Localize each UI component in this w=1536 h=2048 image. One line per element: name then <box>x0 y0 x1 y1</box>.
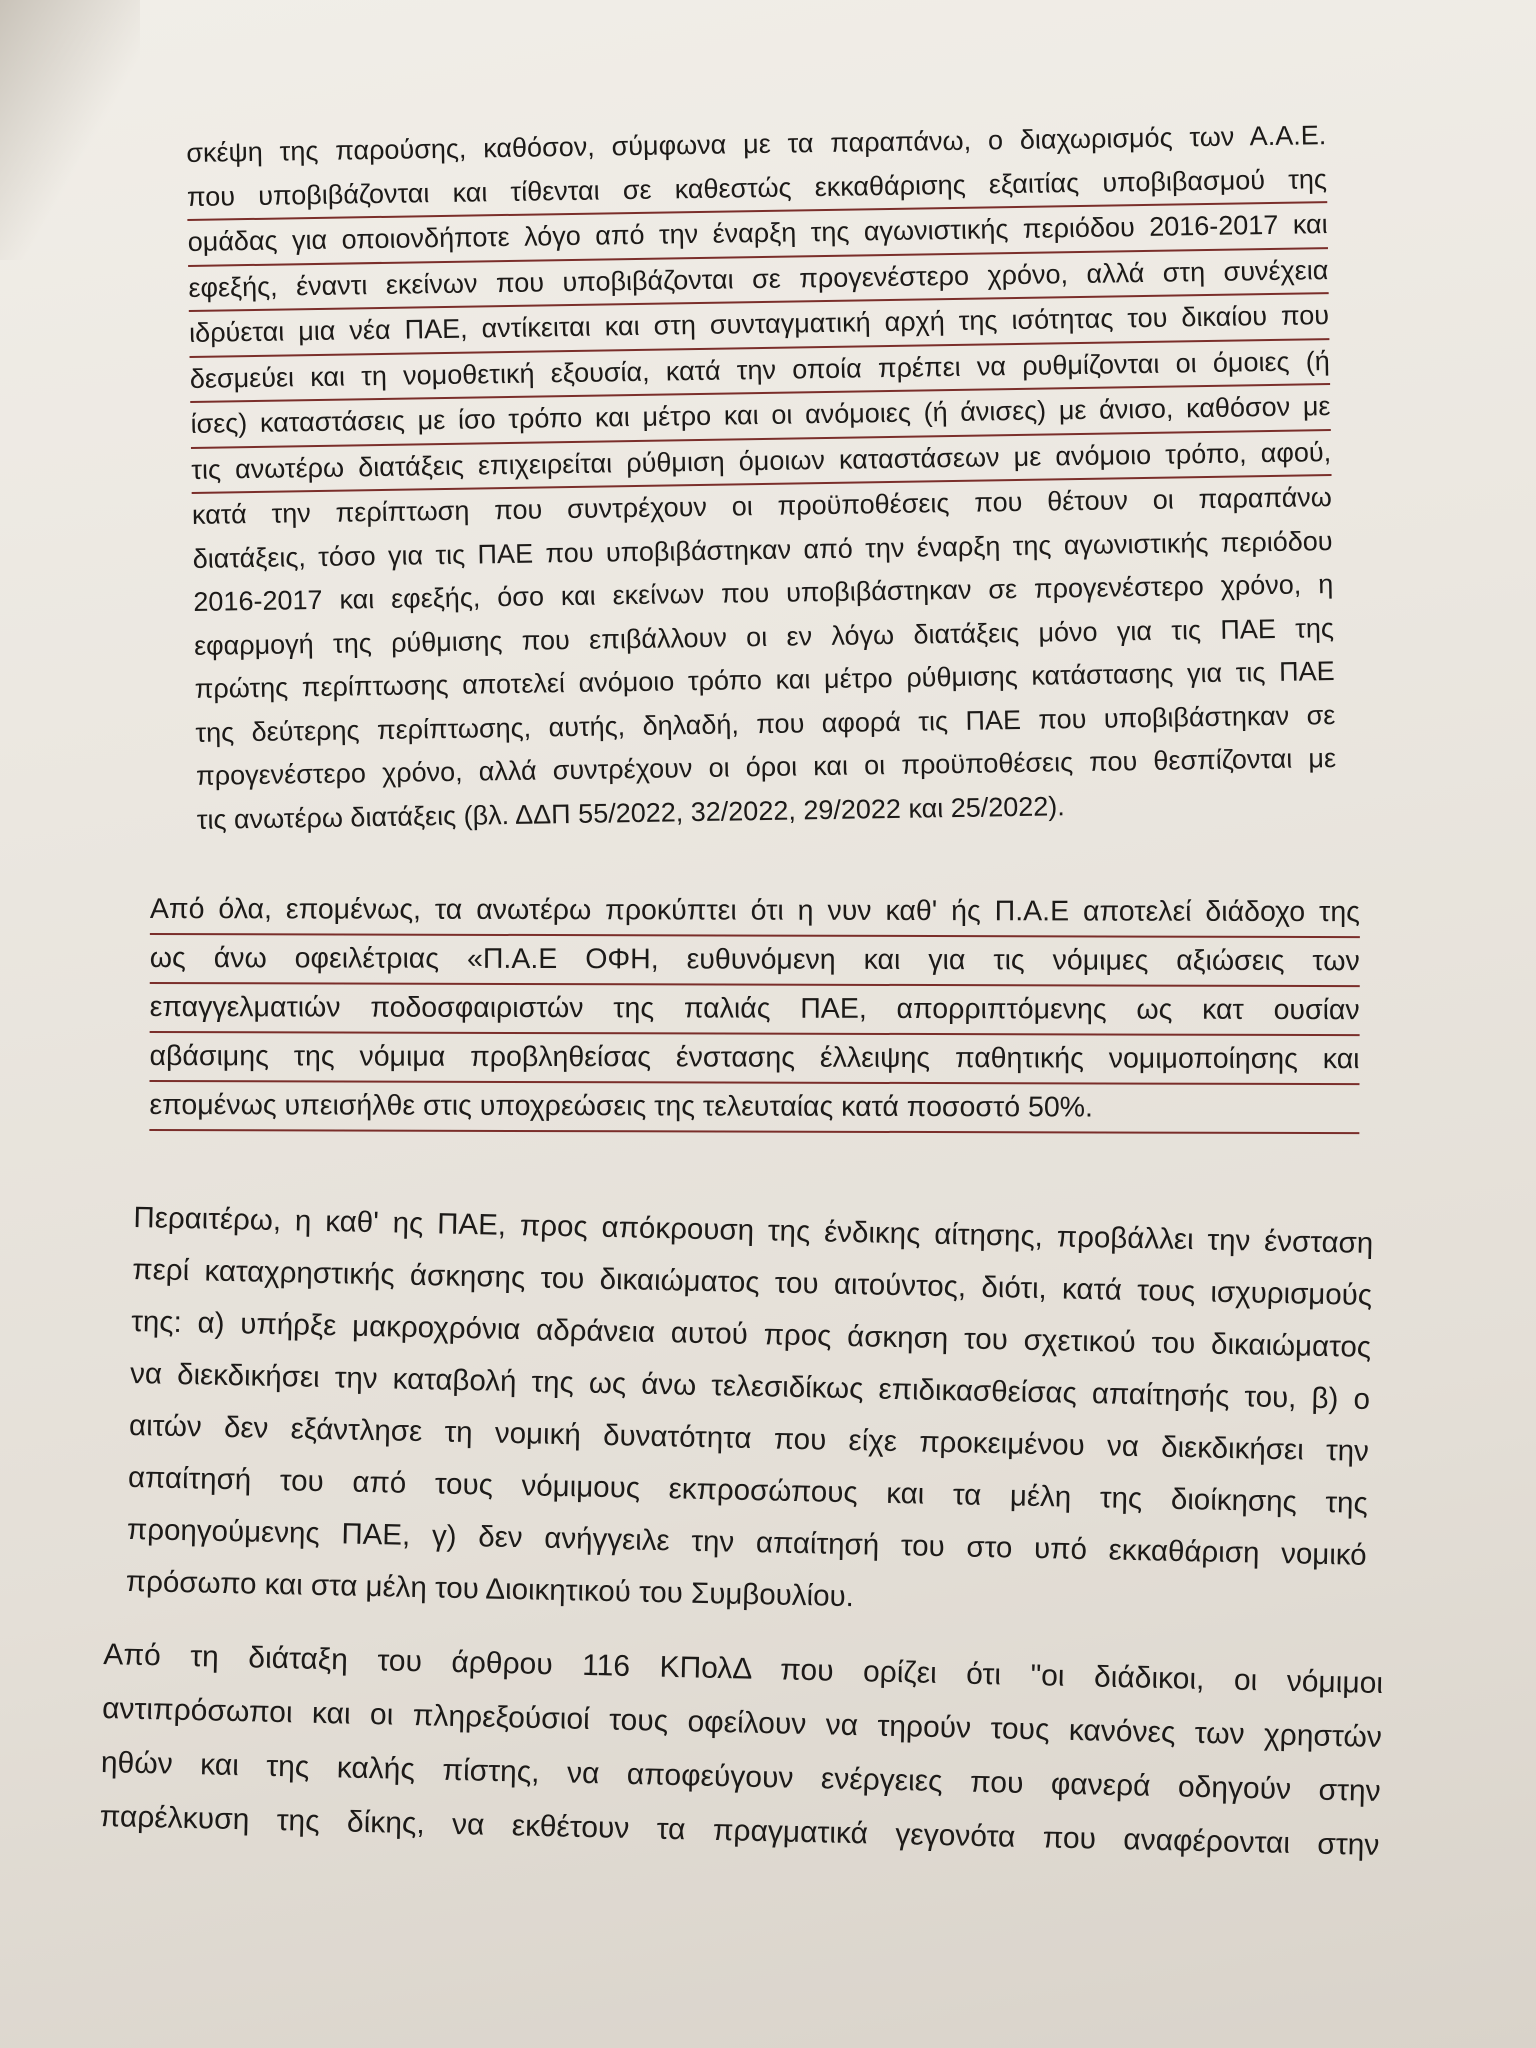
text-line: αντιπρόσωποι και οι πληρεξούσιοί τους οφείλουν να τηρούν τους κανόνες των χρηστών <box>101 1691 1383 1755</box>
text-line: κατά την περίπτωση που συντρέχουν οι προϋποθέσεις που θέτουν οι παραπάνω <box>191 482 1333 530</box>
text-line: Από τη διάταξη του άρθρου 116 ΚΠολΔ που ορίζει ότι "οι διάδικοι, οι νόμιμοι <box>103 1637 1384 1701</box>
text-line: απαίτησή του από τους νόμιμους εκπροσώπους και τα μέλη της διοίκησης της <box>127 1460 1369 1520</box>
paragraph-successor-conclusion <box>149 886 1360 1134</box>
text-line-underlined: Από όλα, επομένως, τα ανωτέρω προκύπτει ότι η νυν καθ' ής Π.Α.Ε αποτελεί διάδοχο της <box>150 886 1360 938</box>
text-line: διατάξεις, τόσο για τις ΠΑΕ που υποβιβάστηκαν από την έναρξη της αγωνιστικής περιόδου <box>192 525 1333 574</box>
text-line: ηθών και της καλής πίστης, να αποφεύγουν ενέργειες που φανερά οδηγούν στην <box>100 1745 1381 1809</box>
text-line-underlined: ως άνω οφειλέτριας «Π.Α.Ε ΟΦΗ, ευθυνόμενη και για τις νόμιμες αξιώσεις των <box>150 935 1360 987</box>
page-corner-shadow <box>0 0 140 260</box>
text-line-underlined: αβάσιμης της νόμιμα προβληθείσας ένστασης έλλειψης παθητικής νομιμοποίησης και <box>149 1033 1359 1085</box>
paragraph-constitutional-equality <box>186 114 1337 842</box>
text-line: αιτών δεν εξάντλησε τη νομική δυνατότητα που είχε προκειμένου να διεκδικήσει την <box>128 1408 1370 1468</box>
text-line: 2016-2017 και εφεξής, όσο και εκείνων που υποβιβάστηκαν σε προγενέστερο χρόνο, η <box>193 569 1334 617</box>
text-line: Περαιτέρω, η καθ' ης ΠΑΕ, προς απόκρουση της ένδικης αίτησης, προβάλλει την ένσταση <box>133 1200 1374 1260</box>
text-line: πρόσωπο και στα μέλη του Διοικητικού του Συμβουλίου. <box>125 1564 855 1614</box>
text-line-underlined: ομάδας για οποιονδήποτε λόγο από την έναρξη της αγωνιστικής περιόδου 2016-2017 και <box>187 203 1328 266</box>
text-line: παρέλκυση της δίκης, να εκθέτουν τα πραγματικά γεγονότα που αναφέρονται στην <box>99 1799 1380 1862</box>
text-line: της: α) υπήρξε μακροχρόνια αδράνεια αυτού προς άσκηση του σχετικού του δικαιώματος <box>130 1304 1372 1364</box>
text-line: να διεκδικήσει την καταβολή της ως άνω τελεσιδίκως επιδικασθείσας απαίτησής του, β) ο <box>129 1356 1371 1416</box>
text-line: πρώτης περίπτωσης αποτελεί ανόμοιο τρόπο και μέτρο ρύθμισης κατάστασης για τις ΠΑΕ <box>194 656 1335 704</box>
text-line-underlined: εφεξής, έναντι εκείνων που υποβιβάζονται σε προγενέστερο χρόνο, αλλά στη συνέχεια <box>188 249 1329 312</box>
text-line-underlined: δεσμεύει και τη νομοθετική εξουσία, κατά την οποία πρέπει να ρυθμίζονται οι όμοιες (ή <box>190 340 1331 403</box>
text-line: τις ανωτέρω διατάξεις (βλ. ΔΔΠ 55/2022, 32/2022, 29/2022 και 25/2022). <box>196 790 1066 835</box>
text-line: σκέψη της παρούσης, καθόσον, σύμφωνα με τα παραπάνω, ο διαχωρισμός των Α.Α.Ε. <box>186 120 1327 168</box>
text-line: προγενέστερο χρόνο, αλλά συντρέχουν οι όροι και οι προϋποθέσεις που θεσπίζονται με <box>195 743 1337 791</box>
text-line-underlined: ίσες) καταστάσεις με ίσο τρόπο και μέτρο και οι ανόμοιες (ή άνισες) με άνισο, καθόσον με <box>190 385 1331 448</box>
text-line-underlined: τις ανωτέρω διατάξεις επιχειρείται ρύθμιση όμοιων καταστάσεων με ανόμοιο τρόπο, αφού, <box>191 431 1332 494</box>
text-line: της δεύτερης περίπτωσης, αυτής, δηλαδή, που αφορά τις ΠΑΕ που υποβιβάστηκαν σε <box>195 699 1336 748</box>
text-line-underlined: επαγγελματιών ποδοσφαιριστών της παλιάς ΠΑΕ, απορριπτόμενης ως κατ ουσίαν <box>150 984 1360 1036</box>
text-line-underlined: επομένως υπεισήλθε στις υποχρεώσεις της τελευταίας κατά ποσοστό 50%. <box>149 1082 1359 1134</box>
text-line: περί καταχρηστικής άσκησης του δικαιώματος του αιτούντος, διότι, κατά τους ισχυρισμούς <box>132 1252 1373 1312</box>
text-line: προηγούμενης ΠΑΕ, γ) δεν ανήγγειλε την απαίτησή του στο υπό εκκαθάριση νομικό <box>126 1512 1368 1572</box>
text-line: εφαρμογή της ρύθμισης που επιβάλλουν οι εν λόγω διατάξεις μόνο για τις ΠΑΕ της <box>193 612 1335 661</box>
text-line-underlined: ιδρύεται μια νέα ΠΑΕ, αντίκειται και στη συνταγματική αρχή της ισότητας του δικαίου που <box>189 294 1330 357</box>
paragraph-article-116 <box>99 1628 1384 1873</box>
paragraph-abuse-of-right-objection <box>125 1192 1373 1634</box>
text-line-underlined: που υποβιβάζονται και τίθενται σε καθεστώς εκκαθάρισης εξαιτίας υποβιβασμού της <box>187 158 1328 221</box>
